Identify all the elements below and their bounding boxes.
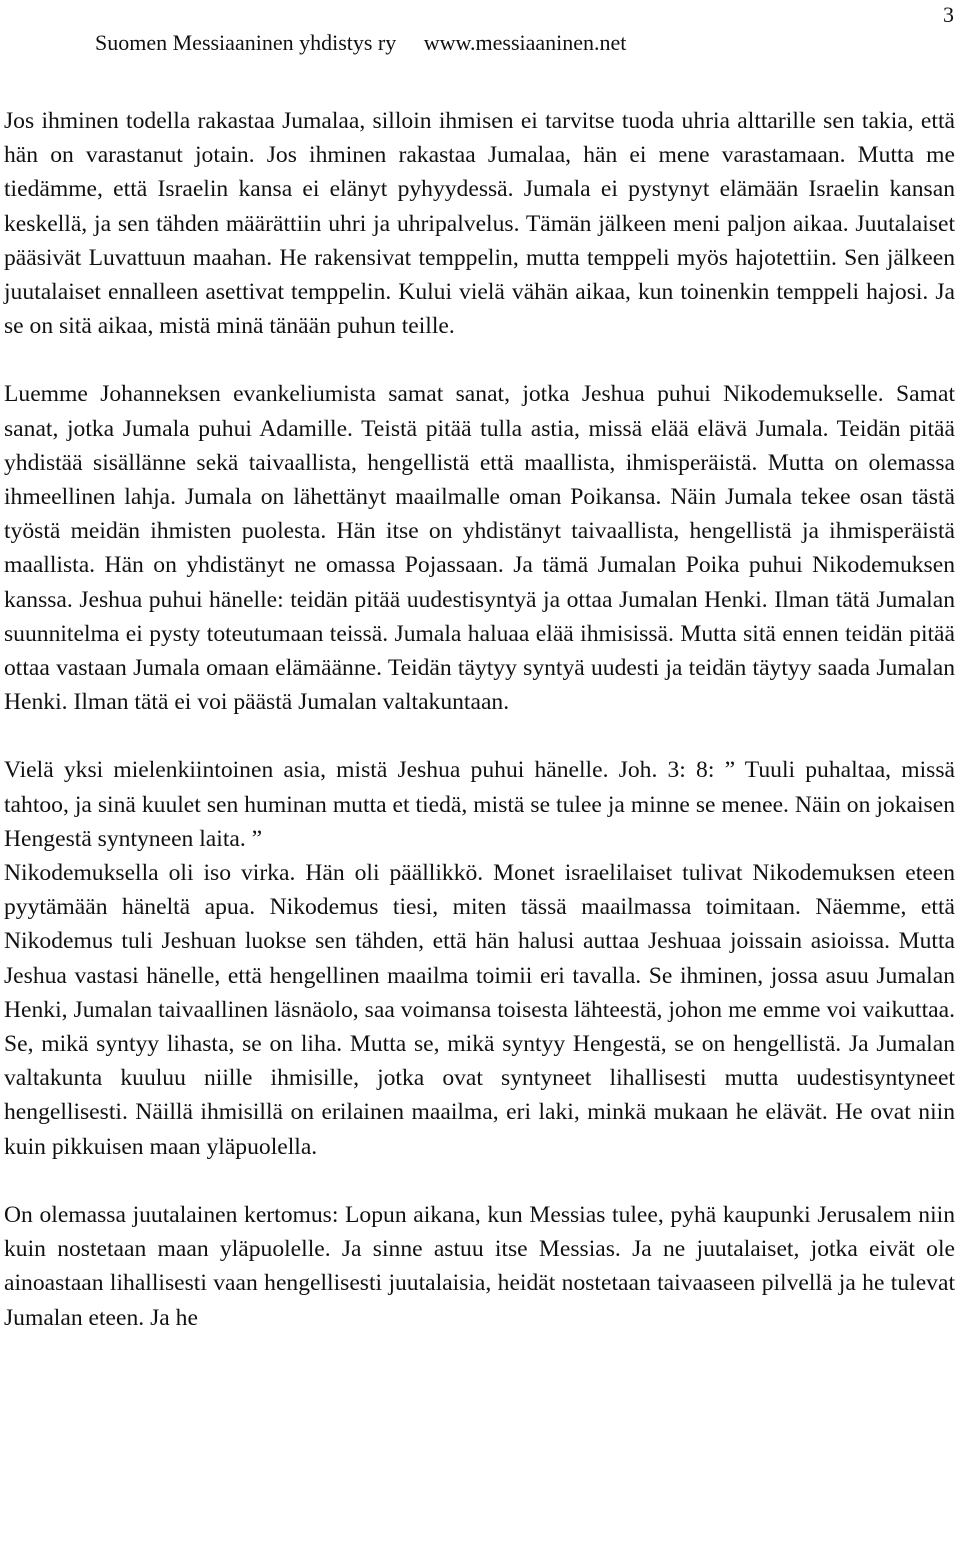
page-number: 3 — [943, 2, 954, 27]
paragraph-jerusalem: On olemassa juutalainen kertomus: Lopun aikana, kun Messias tulee, pyhä kaupunki Jerusalem niin kuin nostetaan maan yläpuolelle. Ja sinne astuu itse Messias. Ja ne juutalaiset, jotka eivät ole ainoastaan lihallisesti vaan hengellisesti juutalaisia, heidät nostetaan taivaaseen pilvellä ja he tulevat Jumalan eteen. Ja he — [4, 1201, 955, 1331]
paragraph-nicodemus: Nikodemuksella oli iso virka. Hän oli päällikkö. Monet israelilaiset tulivat Nikodemuksen eteen pyytämään häneltä apua. Nikodemus tiesi, miten tässä maailmassa toimitaan. Näemme, että Nikodemus tuli Jeshuan luokse sen tähden, että hän halusi auttaa Jeshuaa joissain asioissa. Mutta Jeshua vastasi hänelle, että hengellinen maailma toimii eri tavalla. Se ihminen, jossa asuu Jumalan Henki, Jumalan taivaallinen läsnäolo, saa voimansa toisesta lähteestä, johon me emme voi vaikuttaa. Se, mikä syntyy lihasta, se on liha. Mutta se, mikä syntyy Hengestä, se on hengellistä. Ja Jumalan valtakunta kuuluu niille ihmisille, jotka ovat syntyneet lihallisesti mutta uudestisyntyneet hengellisesti. Näillä ihmisillä on erilainen maailma, eri laki, minkä mukaan he elävät. He ovat niin kuin pikkuisen maan yläpuolella. — [4, 860, 955, 1160]
website-address: www.messiaaninen.net — [423, 30, 627, 55]
paragraph-johns-gospel: Luemme Johanneksen evankeliumista samat sanat, jotka Jeshua puhui Nikodemukselle. Samat sanat, jotka Jumala puhui Adamille. Teistä pitää tulla astia, missä elää elävä Jumala. Teidän pitää yhdistää sisällänne sekä taivaallista, hengellistä että maallista, ihmisperäistä. Mutta on olemassa ihmeellinen lahja. Jumala on lähettänyt maailmalle oman Poikansa. Näin Jumala tekee osan tästä työstä meidän ihmisten puolesta. Hän itse on yhdistänyt taivaallista, hengellistä ja ihmisperäistä maallista. Hän on yhdistänyt ne omassa Pojassaan. Ja tämä Jumalan Poika puhui Nikodemuksen kanssa. Jeshua puhui hänelle: teidän pitää uudestisyntyä ja ottaa Jumalan Henki. Ilman tätä Jumalan suunnitelma ei pysty toteutumaan teissä. Jumala haluaa elää ihmisissä. Mutta sitä ennen teidän pitää ottaa vastaan Jumala omaan elämäänne. Teidän täytyy syntyä uudesti ja teidän täytyy saada Jumalan Henki. Ilman tätä ei voi päästä Jumalan valtakuntaan. — [4, 381, 955, 716]
paragraph-offerings: Jos ihminen todella rakastaa Jumalaa, silloin ihmisen ei tarvitse tuoda uhria alttarille sen takia, että hän on varastanut jotain. Jos ihminen rakastaa Jumalaa, hän ei mene varastamaan. Mutta me tiedämme, että Israelin kansa ei elänyt pyhyydessä. Jumala ei pystynyt elämään Israelin kansan keskellä, ja sen tähden määrättiin uhri ja uhripalvelus. Tämän jälkeen meni paljon aikaa. Juutalaiset pääsivät Luvattuun maahan. He rakensivat temppelin, mutta temppeli myös hajotettiin. Sen jälkeen juutalaiset ennalleen asettivat temppelin. Kului vielä vähän aikaa, kun toinenkin temppeli hajosi. Ja se on sitä aikaa, mistä minä tänään puhun teille. — [4, 108, 955, 340]
page-header — [95, 28, 626, 58]
paragraph-wind-quote: Vielä yksi mielenkiintoinen asia, mistä Jeshua puhui hänelle. Joh. 3: 8: ” Tuuli puhaltaa, missä tahtoo, ja sinä kuulet sen huminan mutta et tiedä, mistä se tulee ja minne se menee. Näin on jokaisen Hengestä syntyneen laita. ” — [4, 757, 955, 852]
organization-name: Suomen Messiaaninen yhdistys ry — [95, 30, 397, 55]
document-body — [4, 104, 955, 1335]
